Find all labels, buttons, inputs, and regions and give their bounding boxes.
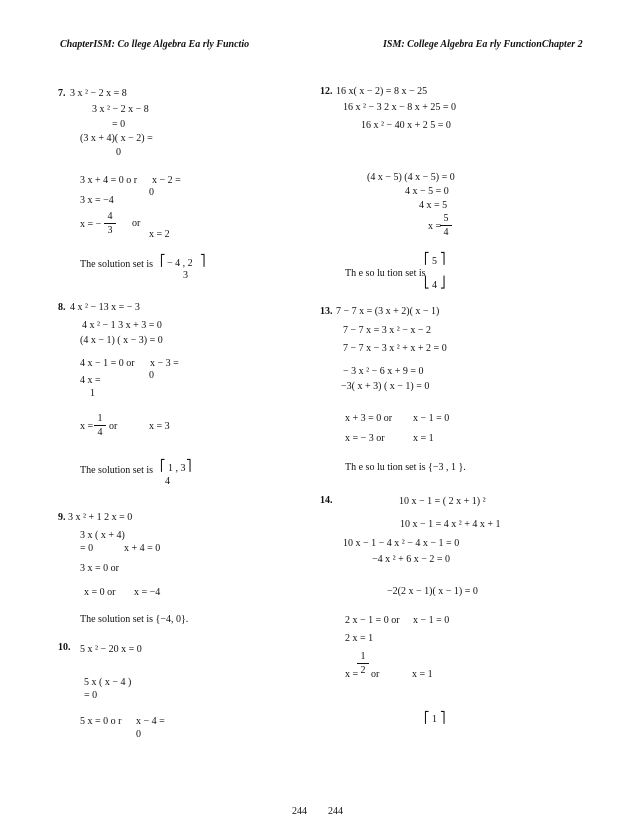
equation-line: 4 x ² − 13 x = − 3: [70, 302, 140, 313]
page-header: [0, 39, 638, 55]
equation-line: 7 − 7 x − 3 x ² + x + 2 = 0: [343, 343, 447, 354]
solution-value: 5: [432, 256, 437, 267]
equation-line: 4 x =: [80, 375, 101, 386]
solution-value: 4: [165, 476, 170, 487]
equation-line: 5 x ( x − 4 ): [84, 677, 132, 688]
bracket: ⎤: [440, 712, 446, 724]
equation-line: −4 x ² + 6 x − 2 = 0: [372, 554, 451, 565]
header-left: ChapterISM: Co llege Algebra Ea rly Functio: [60, 39, 250, 50]
fraction: [104, 211, 116, 236]
equation-line: x = 0 or: [84, 587, 116, 598]
equation-line: 3 x = −4: [80, 195, 114, 206]
equation-line: x = 3: [149, 421, 170, 432]
solution-value: 1: [432, 714, 437, 725]
equation-line: x + 4 = 0: [124, 543, 161, 554]
fraction: [357, 651, 369, 676]
equation-line: 7 − 7 x = (3 x + 2)( x − 1): [336, 306, 440, 317]
bracket: ⎤: [200, 255, 206, 267]
equation-line: x − 1 = 0: [413, 413, 450, 424]
equation-line: x = 1: [412, 669, 433, 680]
bracket: ⎡: [160, 255, 166, 267]
fraction: [94, 413, 106, 438]
solution-text: Th e so lu tion set is: [345, 268, 426, 279]
equation-line: or: [132, 218, 141, 229]
equation-line: or: [371, 669, 380, 680]
equation-line: 3 x = 0 or: [80, 563, 119, 574]
numerator: 4: [107, 211, 113, 222]
solution-value: 1 , 3: [168, 463, 186, 474]
fraction: [440, 213, 452, 238]
problem-number: 8.: [58, 302, 66, 313]
equation-line: 4 x − 1 = 0 or: [80, 358, 135, 369]
equation-line: (4 x − 5) (4 x − 5) = 0: [367, 172, 455, 183]
problem-number: 13.: [320, 306, 333, 317]
problem-number: 9.: [58, 512, 66, 523]
problem-number: 14.: [320, 495, 333, 506]
problem-number: 12.: [320, 86, 333, 97]
solution-text: The solution set is {−4, 0}.: [80, 614, 189, 625]
equation-line: 2 x = 1: [345, 633, 374, 644]
equation-line: = 0: [112, 119, 126, 130]
denominator: 4: [443, 227, 449, 238]
equation-line: 0: [136, 729, 141, 740]
equation-line: 4 x = 5: [419, 200, 448, 211]
equation-line: = 0: [80, 543, 94, 554]
equation-line: (4 x − 1) ( x − 3) = 0: [80, 335, 163, 346]
equation-line: 3 x + 4 = 0 o r: [80, 175, 138, 186]
equation-line: x = −4: [134, 587, 161, 598]
denominator: 2: [360, 665, 366, 676]
denominator: 4: [97, 427, 103, 438]
bracket: ⎦: [440, 277, 446, 289]
page-number: 244: [328, 806, 343, 817]
equation-line: 4 x − 5 = 0: [405, 186, 449, 197]
equation-line: 16 x ² − 3 2 x − 8 x + 25 = 0: [343, 102, 457, 113]
equation-line: 3 x ² + 1 2 x = 0: [68, 512, 133, 523]
equation-line: 3 x ( x + 4): [80, 530, 125, 541]
solution-text: The solution set is: [80, 465, 154, 476]
problem-number: 7.: [58, 88, 66, 99]
equation-line: 16 x( x − 2) = 8 x − 25: [336, 86, 428, 97]
solution-value: 3: [183, 270, 188, 281]
equation-line: x = 1: [413, 433, 434, 444]
equation-line: 16 x ² − 40 x + 2 5 = 0: [361, 120, 451, 131]
equation-line: x − 3 =: [150, 358, 179, 369]
equation-line: −2(2 x − 1)( x − 1) = 0: [387, 586, 478, 597]
equation-line: 10 x − 1 = ( 2 x + 1) ²: [399, 496, 486, 507]
equation-line: 5 x = 0 o r: [80, 716, 122, 727]
equation-line: x − 4 =: [136, 716, 165, 727]
bracket: ⎤: [186, 460, 192, 472]
equation-line: 1: [90, 388, 95, 399]
equation-line: x − 1 = 0: [413, 615, 450, 626]
equation-line: x = − 3 or: [345, 433, 385, 444]
page-number: 244: [292, 806, 307, 817]
solution-text: Th e so lu tion set is {−3 , 1 }.: [345, 462, 466, 473]
bracket: ⎡: [424, 253, 430, 265]
equation-line: (3 x + 4)( x − 2) =: [80, 133, 153, 144]
solution-text: The solution set is: [80, 259, 154, 270]
equation-line: 3 x ² − 2 x = 8: [70, 88, 127, 99]
equation-line: or: [109, 421, 118, 432]
equation-line: x − 2 =: [152, 175, 181, 186]
equation-line: 0: [116, 147, 121, 158]
equation-line: 7 − 7 x = 3 x ² − x − 2: [343, 325, 432, 336]
equation-line: 4 x ² − 1 3 x + 3 = 0: [82, 320, 162, 331]
equation-line: 10 x − 1 − 4 x ² − 4 x − 1 = 0: [343, 538, 460, 549]
equation-line: x =: [345, 669, 359, 680]
equation-line: 5 x ² − 20 x = 0: [80, 644, 142, 655]
equation-line: − 3 x ² − 6 x + 9 = 0: [343, 366, 424, 377]
bracket: ⎡: [424, 712, 430, 724]
equation-line: 0: [149, 187, 154, 198]
bracket: ⎡: [160, 460, 166, 472]
equation-line: 10 x − 1 = 4 x ² + 4 x + 1: [400, 519, 501, 530]
numerator: 1: [360, 651, 366, 662]
header-right: ISM: College Algebra Ea rly FunctionChapter 2: [383, 39, 583, 50]
equation-line: x = 2: [149, 229, 170, 240]
solution-value: − 4 , 2: [167, 258, 193, 269]
numerator: 1: [97, 413, 103, 424]
equation-line: x + 3 = 0 or: [345, 413, 393, 424]
equation-line: x = −: [80, 219, 102, 230]
equation-line: x =: [80, 421, 94, 432]
problem-number: 10.: [58, 642, 71, 653]
equation-line: 3 x ² − 2 x − 8: [92, 104, 149, 115]
solution-value: 4: [432, 280, 437, 291]
bracket: ⎤: [440, 253, 446, 265]
equation-line: 0: [149, 370, 154, 381]
equation-line: = 0: [84, 690, 98, 701]
denominator: 3: [107, 225, 113, 236]
equation-line: 2 x − 1 = 0 or: [345, 615, 400, 626]
equation-line: x =: [428, 221, 442, 232]
equation-line: −3( x + 3) ( x − 1) = 0: [341, 381, 430, 392]
bracket: ⎣: [424, 277, 430, 289]
numerator: 5: [443, 213, 449, 224]
